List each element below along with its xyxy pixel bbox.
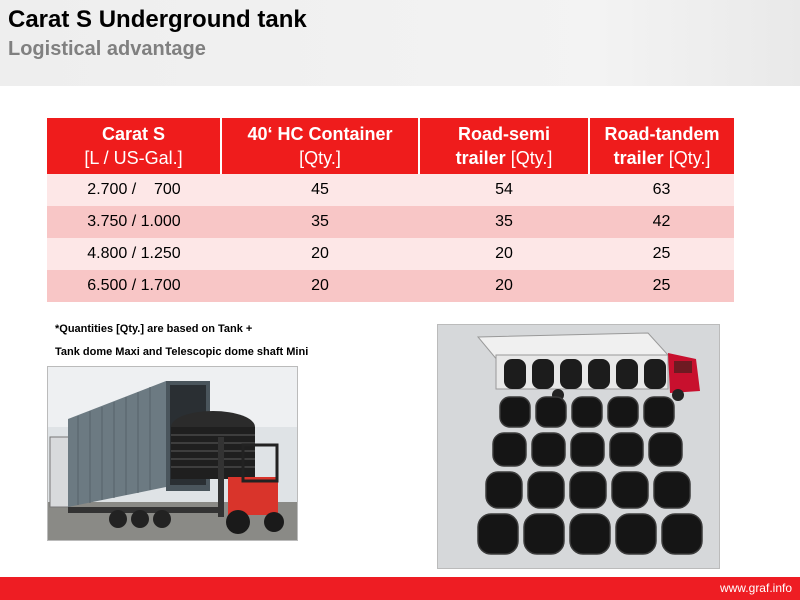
forklift-loading-photo: [47, 366, 298, 541]
table-header-row: [47, 118, 734, 174]
table-cell: 63: [589, 174, 734, 206]
tanks-and-truck-render: [437, 324, 720, 569]
table-row: [47, 270, 734, 302]
footnote-line-2: Tank dome Maxi and Telescopic dome shaft Mini: [55, 346, 309, 358]
header-road-tandem: Road-tandem trailer [Qty.]: [589, 118, 734, 174]
footer-bar: [0, 577, 800, 600]
table-cell: 45: [221, 174, 419, 206]
table-cell: 3.750 / 1.000: [47, 206, 221, 238]
header-container: 40‘ HC Container [Qty.]: [221, 118, 419, 174]
table-cell: 20: [221, 270, 419, 302]
table-cell: 35: [221, 206, 419, 238]
header-road-semi: Road-semi trailer [Qty.]: [419, 118, 589, 174]
table-row: [47, 206, 734, 238]
table-cell: 35: [419, 206, 589, 238]
table-row: [47, 174, 734, 206]
table-cell: 42: [589, 206, 734, 238]
quantity-footnote: [55, 318, 308, 364]
slide-title: Carat S Underground tank: [8, 6, 307, 33]
table-cell: 20: [221, 238, 419, 270]
table-cell: 6.500 / 1.700: [47, 270, 221, 302]
table-cell: 25: [589, 238, 734, 270]
slide-subtitle: Logistical advantage: [8, 38, 206, 60]
table-cell: 20: [419, 270, 589, 302]
header-carat-s: Carat S [L / US-Gal.]: [47, 118, 221, 174]
table-cell: 25: [589, 270, 734, 302]
logistics-table: [47, 118, 734, 302]
table-cell: 54: [419, 174, 589, 206]
table-cell: 20: [419, 238, 589, 270]
table-cell: 2.700 / 700: [47, 174, 221, 206]
footnote-line-1: *Quantities [Qty.] are based on Tank +: [55, 323, 253, 335]
footer-url: www.graf.info: [719, 581, 792, 595]
table-cell: 4.800 / 1.250: [47, 238, 221, 270]
slide-header: [0, 0, 800, 86]
table-row: [47, 238, 734, 270]
